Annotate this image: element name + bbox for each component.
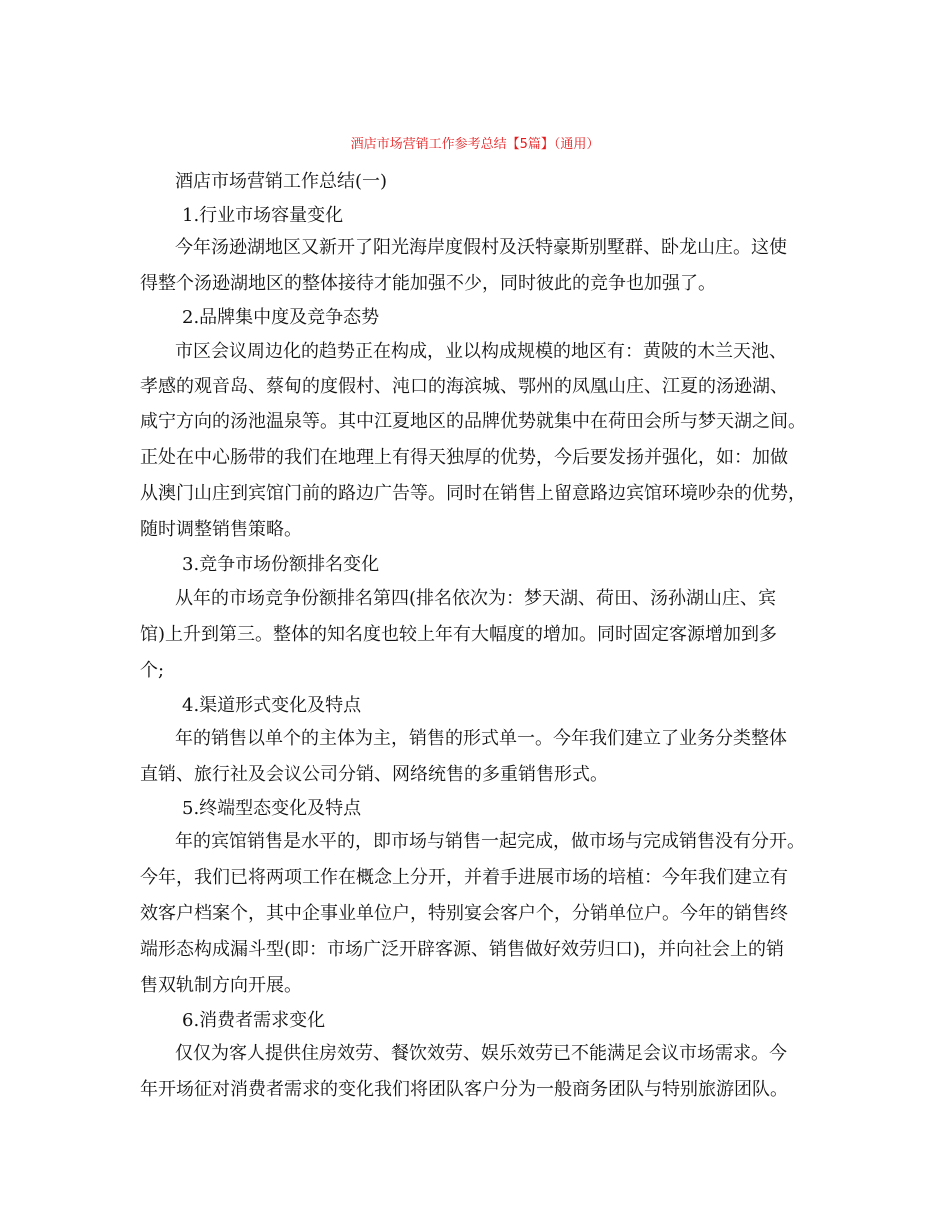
paragraph-line: 端形态构成漏斗型(即：市场广泛开辟客源、销售做好效劳归口)，并向社会上的销: [140, 939, 785, 960]
paragraph-line: 年的销售以单个的主体为主，销售的形式单一。今年我们建立了业务分类整体: [175, 728, 787, 749]
paragraph-line: 咸宁方向的汤池温泉等。其中江夏地区的品牌优势就集中在荷田会所与梦天湖之间。: [140, 411, 806, 432]
paragraph-line: 今年，我们已将两项工作在概念上分开，并着手进展市场的培植：今年我们建立有: [140, 867, 788, 888]
paragraph-line: 得整个汤逊湖地区的整体接待才能加强不少，同时彼此的竞争也加强了。: [140, 273, 716, 294]
paragraph-line: 个;: [140, 660, 165, 681]
section-heading: 3.竞争市场份额排名变化: [182, 554, 380, 575]
paragraph-line: 今年汤逊湖地区又新开了阳光海岸度假村及沃特豪斯别墅群、卧龙山庄。这使: [175, 237, 787, 258]
paragraph-line: 仅仅为客人提供住房效劳、餐饮效劳、娱乐效劳已不能满足会议市场需求。今: [175, 1043, 787, 1064]
section-heading: 2.品牌集中度及竞争态势: [182, 307, 380, 328]
document-title: 酒店市场营销工作参考总结【5篇】（通用）: [350, 137, 600, 152]
paragraph-line: 直销、旅行社及会议公司分销、网络统售的多重销售形式。: [140, 764, 608, 785]
section-heading: 1.行业市场容量变化: [182, 205, 344, 226]
paragraph-line: 售双轨制方向开展。: [140, 975, 302, 996]
paragraph-line: 效客户档案个，其中企事业单位户，特别宴会客户个，分销单位户。今年的销售终: [140, 903, 788, 924]
section-heading: 5.终端型态变化及特点: [182, 798, 362, 819]
document-subtitle: 酒店市场营销工作总结(一): [175, 171, 388, 192]
paragraph-line: 从澳门山庄到宾馆门前的路边广告等。同时在销售上留意路边宾馆环境吵杂的优势，: [140, 483, 806, 504]
paragraph-line: 从年的市场竞争份额排名第四(排名依次为：梦天湖、荷田、汤孙湖山庄、宾: [175, 588, 777, 609]
paragraph-line: 随时调整销售策略。: [140, 519, 302, 540]
paragraph-line: 年开场征对消费者需求的变化我们将团队客户分为一般商务团队与特别旅游团队。: [140, 1079, 788, 1100]
section-heading: 6.消费者需求变化: [182, 1010, 326, 1031]
paragraph-line: 馆)上升到第三。整体的知名度也较上年有大幅度的增加。同时固定客源增加到多: [140, 624, 778, 645]
paragraph-line: 市区会议周边化的趋势正在构成，业以构成规模的地区有：黄陂的木兰天池、: [175, 341, 787, 362]
paragraph-line: 正处在中心肠带的我们在地理上有得天独厚的优势，今后要发扬并强化，如：加做: [140, 447, 788, 468]
paragraph-line: 年的宾馆销售是水平的，即市场与销售一起完成，做市场与完成销售没有分开。: [175, 831, 805, 852]
paragraph-line: 孝感的观音岛、蔡甸的度假村、沌口的海滨城、鄂州的凤凰山庄、江夏的汤逊湖、: [140, 376, 788, 397]
section-heading: 4.渠道形式变化及特点: [182, 695, 362, 716]
